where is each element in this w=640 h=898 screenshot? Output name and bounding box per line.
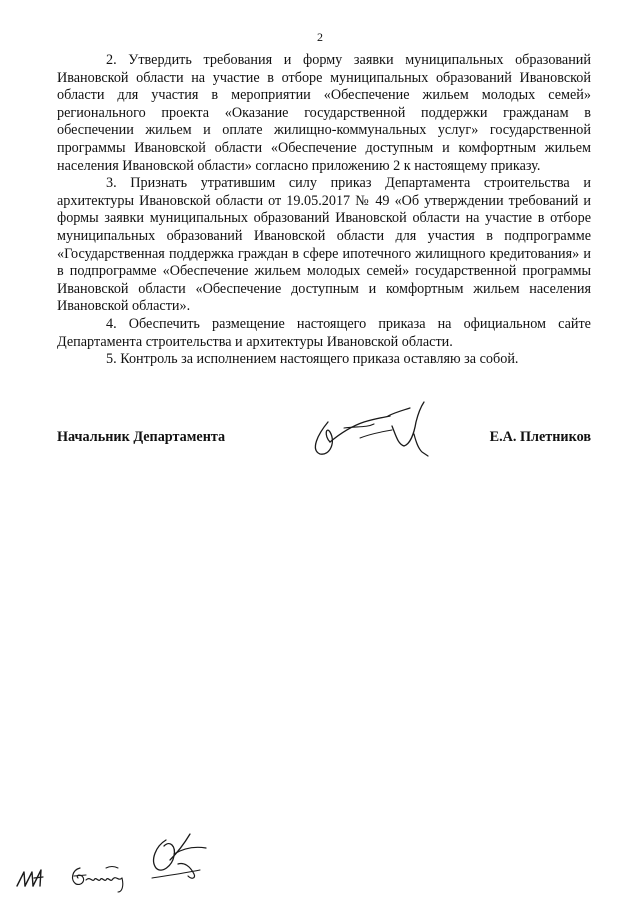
paragraph-2: 2. Утвердить требования и форму заявки муниципальных образований Ивановской области на участие в отборе муниципальных образований Ивановской области для участия в мероприятии «Обеспечение жильем молодых семей» регионального проекта «Оказание государственной поддержки гражданам в обеспечении жильем и оплате жилищно-коммунальных услуг» государственной программы Ивановской области «Обеспечение доступным и комфортным жильем населения Ивановской области» согласно приложению 2 к настоящему приказу.	[57, 52, 591, 174]
paragraph-4: 4. Обеспечить размещение настоящего приказа на официальном сайте Департамента строительства и архитектуры Ивановской области.	[57, 315, 591, 350]
handwritten-approval-signature	[66, 858, 142, 894]
handwritten-approval-signature-2	[144, 826, 210, 884]
paragraph-5: 5. Контроль за исполнением настоящего приказа оставляю за собой.	[106, 351, 519, 368]
handwritten-initials	[14, 864, 46, 892]
signatory-title: Начальник Департамента	[57, 429, 226, 445]
signatory-name: Е.А. Плетников	[489, 429, 591, 445]
paragraph-3: 3. Признать утратившим силу приказ Департамента строительства и архитектуры Ивановской области от 19.05.2017 № 49 «Об утверждении требований и формы заявки муниципальных образований Ивановской области на участие в отборе муниципальных образований Ивановской области для участия в подпрограмме «Государственная поддержка граждан в сфере ипотечного жилищного кредитования» и в подпрограмме «Обеспечение жильем молодых семей» государственной программы Ивановской области «Обеспечение доступным и комфортным жильем населения Ивановской области».	[57, 175, 591, 315]
page-number: 2	[317, 30, 323, 44]
handwritten-signature	[300, 392, 440, 462]
document-body	[57, 52, 591, 369]
